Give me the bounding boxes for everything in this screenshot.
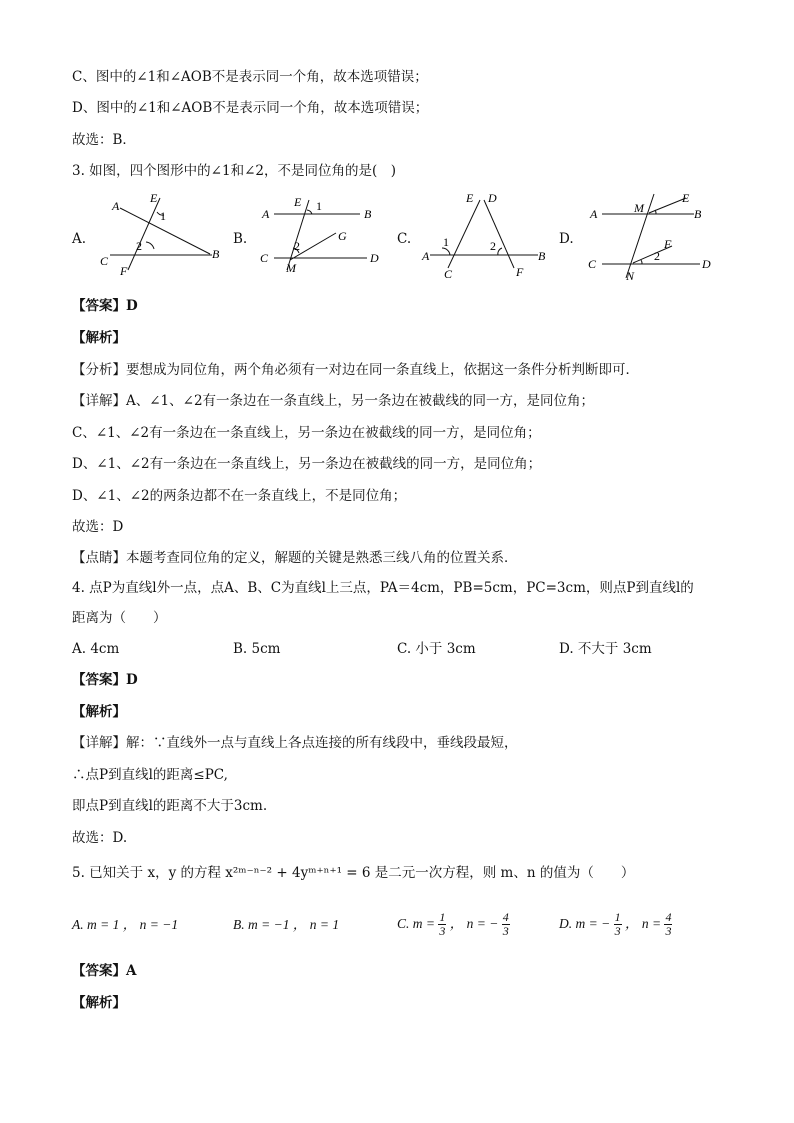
select-3: 故选：D [72,519,124,535]
label: 1 [160,209,166,223]
label: 2 [136,239,142,253]
q4-option-b: B. 5cm [233,641,281,657]
analysis-header-4: 【解析】 [72,704,126,720]
label: C [444,267,453,278]
text-line: D、图中的∠1和∠AOB不是表示同一个角，故本选项错误； [72,100,429,116]
label: F [120,264,128,278]
label: C [100,254,109,268]
analysis-3: 【分析】要想成为同位角，两个角必须有一对边在同一条直线上，依据这一条件分析判断即可． [72,362,639,378]
label: D [370,251,379,265]
label: B [364,207,372,221]
label: F [664,237,672,251]
figure-a [90,188,230,278]
fraction [664,911,672,938]
text-line: 故选：B． [72,132,136,148]
question-5: 5. 已知关于 x，y 的方程 x²ᵐ⁻ⁿ⁻² + 4yᵐ⁺ⁿ⁺¹ = 6 是二元一次方程，则 m、n 的值为（ ） [72,865,635,881]
detail-4: 【详解】解：∵直线外一点与直线上各点连接的所有线段中，垂线段最短， [72,735,518,751]
figure-c [416,188,556,278]
label: G [338,229,347,243]
label: 2 [654,249,660,263]
fraction [614,911,622,938]
text-line: C、图中的∠1和∠AOB不是表示同一个角，故本选项错误； [72,69,428,85]
label: B [694,207,702,221]
label: 2 [294,239,300,253]
numerator: 4 [665,910,672,925]
analysis-header-5: 【解析】 [72,995,126,1011]
q4-option-d: D. 不大于 3cm [559,641,652,657]
q5-option-d [559,906,672,942]
q3-option-b: B. [233,231,248,247]
label: A [262,207,270,221]
label: D [702,257,711,271]
label: D [488,191,497,205]
figure-d [582,188,732,284]
analysis-header-3: 【解析】 [72,330,126,346]
label: E [682,191,690,205]
label: E [294,195,302,209]
numerator: 1 [439,910,446,925]
option-text: ， n = − [449,916,499,931]
fraction [502,911,510,938]
label: N [626,269,635,283]
denominator: 3 [614,924,621,939]
q3-option-d: D. [559,231,574,247]
numerator: 4 [502,910,509,925]
label: A [422,249,430,263]
fraction [438,911,446,938]
q5-option-a: A. m = 1 ， n = −1 [72,917,179,932]
numerator: 1 [614,910,621,925]
q5-option-c [397,906,510,942]
label: E [466,191,474,205]
answer-5: 【答案】A [72,963,137,979]
label: 1 [316,199,322,213]
label: A [590,207,598,221]
figure-b [252,188,392,278]
label: B [212,247,220,261]
label: M [286,261,296,275]
question-3: 3. 如图，四个图形中的∠1和∠2，不是同位角的是( ) [72,163,397,179]
label: 1 [443,235,449,249]
remark-3: 【点睛】本题考查同位角的定义，解题的关键是熟悉三线八角的位置关系． [72,550,518,566]
label: A [112,199,120,213]
step-4a: ∴点P到直线l的距离≤PC, [72,767,228,783]
answer-4: 【答案】D [72,672,138,688]
label: E [150,191,158,205]
label: F [516,265,524,278]
option-text: D. m = − [559,916,611,931]
detail-3c: C、∠1、∠2有一条边在一条直线上，另一条边在被截线的同一方，是同位角； [72,425,541,441]
question-4-cont: 距离为（ ） [72,610,167,626]
option-text: ， n = [624,916,662,931]
label: B [538,249,546,263]
q4-option-c: C. 小于 3cm [397,641,476,657]
detail-3d: D、∠1、∠2有一条边在一条直线上，另一条边在被截线的同一方，是同位角； [72,456,542,472]
q3-option-a: A. [72,231,87,247]
label: C [588,257,597,271]
option-text: C. m = [397,916,435,931]
denominator: 3 [502,924,509,939]
label: C [260,251,269,265]
label: M [634,201,644,215]
answer-3: 【答案】D [72,298,138,314]
q5-option-b: B. m = −1 ， n = 1 [233,917,340,932]
label: 2 [490,239,496,253]
select-4: 故选：D. [72,830,128,846]
question-4: 4. 点P为直线l外一点，点A、B、C为直线l上三点，PA＝4cm，PB=5cm，PC=3cm，则点P到直线l的 [72,580,694,596]
denominator: 3 [665,924,672,939]
detail-3d2: D、∠1、∠2的两条边都不在一条直线上，不是同位角； [72,488,407,504]
q3-option-c: C. [397,231,412,247]
step-4b: 即点P到直线l的距离不大于3cm. [72,798,268,814]
denominator: 3 [439,924,446,939]
q4-option-a: A. 4cm [72,641,120,657]
detail-3a: 【详解】A、∠1、∠2有一条边在一条直线上，另一条边在被截线的同一方，是同位角； [72,393,595,409]
